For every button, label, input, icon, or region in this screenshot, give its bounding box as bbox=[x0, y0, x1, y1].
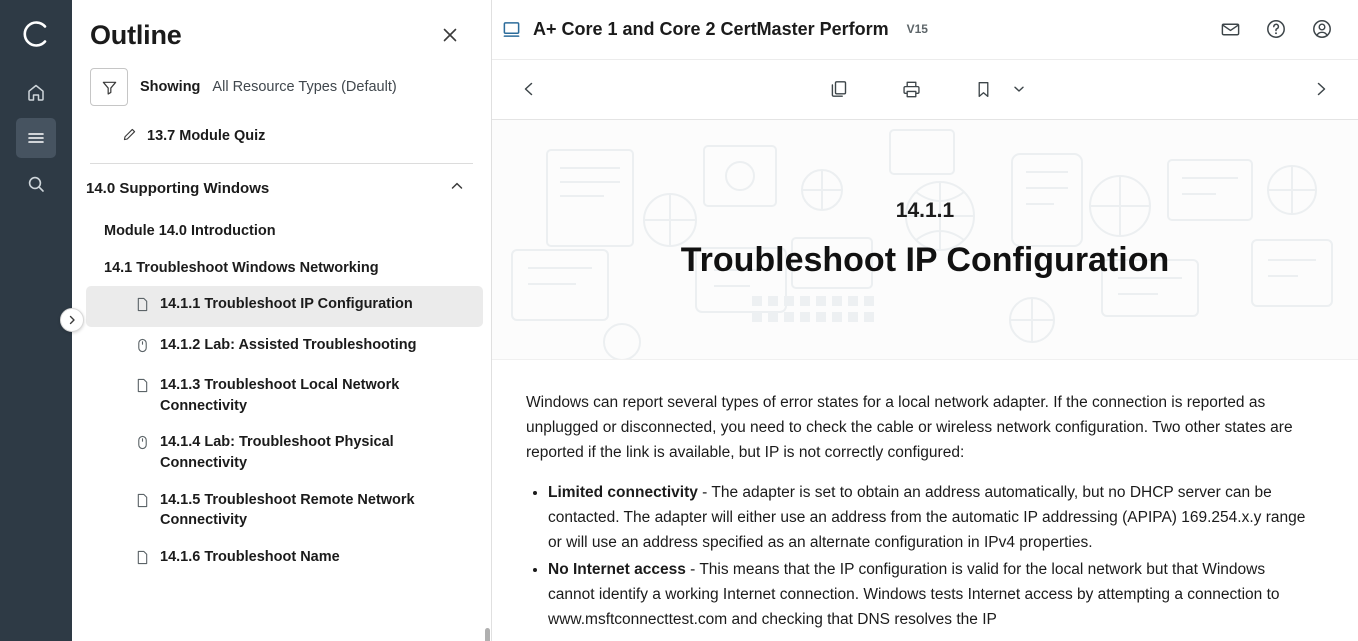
copy-icon[interactable] bbox=[818, 68, 860, 110]
page-title: Outline bbox=[90, 19, 182, 50]
bullet-text: - This means that the IP configuration is valid for the local network but that Windows cannot identify a working Internet connection. Windows tests Internet access by attempting a connection to www.msftconnecttest.com and checking that DNS resolves the IP bbox=[548, 560, 1280, 629]
list-item-label: Module 14.0 Introduction bbox=[104, 223, 276, 239]
list-item bbox=[548, 557, 1312, 632]
page-icon bbox=[136, 297, 150, 319]
list-item[interactable] bbox=[72, 482, 491, 539]
list-item-label: 13.7 Module Quiz bbox=[147, 127, 266, 144]
section-heading: Troubleshoot IP Configuration bbox=[680, 241, 1170, 280]
intro-paragraph: Windows can report several types of error states for a local network adapter. If the connection is reported as unplugged or disconnected, you need to check the cable or wireless network configuration. Two other states are reported if the link is available, but IP is not correctly configured: bbox=[526, 394, 1293, 462]
outline-header bbox=[72, 0, 491, 62]
mouse-icon bbox=[136, 338, 150, 360]
mail-icon[interactable] bbox=[1212, 11, 1248, 47]
bookmark-group bbox=[962, 68, 1032, 110]
list-item-label: 14.1.2 Lab: Assisted Troubleshooting bbox=[160, 336, 417, 353]
account-icon[interactable] bbox=[1304, 11, 1340, 47]
bullet-term: No Internet access bbox=[548, 560, 686, 578]
help-icon[interactable] bbox=[1258, 11, 1294, 47]
outline-scroll-area bbox=[72, 116, 491, 641]
mouse-icon bbox=[136, 435, 150, 457]
pencil-icon bbox=[122, 127, 137, 147]
list-item[interactable] bbox=[72, 327, 491, 368]
bullet-text: - The adapter is set to obtain an address automatically, but no DHCP server can be contacted. The adapter will either use an address from the automatic IP addressing (APIPA) 169.254.x.y range or will use an address specified as an alternate configuration in IPv4 properties. bbox=[548, 483, 1306, 551]
bullet-term: Limited connectivity bbox=[548, 483, 698, 501]
circle-c-logo bbox=[12, 10, 60, 58]
decorative-pattern-icon bbox=[492, 120, 1358, 360]
chevron-down-icon[interactable] bbox=[1006, 68, 1032, 110]
bullet-list bbox=[548, 480, 1312, 633]
list-item[interactable] bbox=[72, 367, 491, 424]
page-icon bbox=[136, 493, 150, 515]
close-icon[interactable] bbox=[433, 18, 467, 52]
module-header[interactable] bbox=[72, 164, 491, 213]
showing-value: All Resource Types (Default) bbox=[212, 79, 397, 95]
scrollbar-thumb[interactable] bbox=[485, 628, 490, 641]
list-item-label: 14.1.6 Troubleshoot Name bbox=[160, 548, 340, 565]
showing-label: Showing bbox=[140, 79, 201, 95]
page-icon bbox=[136, 550, 150, 572]
book-icon bbox=[502, 20, 521, 39]
document-version: V15 bbox=[906, 22, 928, 37]
list-item-module-quiz[interactable] bbox=[72, 116, 491, 157]
section-number: 14.1.1 bbox=[895, 199, 955, 223]
page-hero bbox=[492, 120, 1358, 360]
page-icon bbox=[136, 378, 150, 400]
sidebar-item-outline[interactable] bbox=[16, 118, 56, 158]
list-item bbox=[548, 480, 1312, 555]
filter-row bbox=[72, 62, 491, 116]
document-toolbar bbox=[492, 60, 1358, 121]
next-page-button[interactable] bbox=[1300, 68, 1342, 110]
content-area bbox=[492, 0, 1358, 641]
print-icon[interactable] bbox=[890, 68, 932, 110]
chevron-up-icon[interactable] bbox=[449, 178, 465, 199]
document-page bbox=[492, 120, 1358, 641]
bookmark-icon[interactable] bbox=[962, 68, 1004, 110]
sidebar-item-home[interactable] bbox=[16, 72, 56, 112]
list-item-label: 14.1.1 Troubleshoot IP Configuration bbox=[160, 296, 413, 313]
module-header-label: 14.0 Supporting Windows bbox=[86, 180, 270, 197]
list-item-label: 14.1.4 Lab: Troubleshoot Physical Connectivity bbox=[160, 434, 394, 472]
page-body bbox=[492, 360, 1352, 641]
list-item-label: 14.1.3 Troubleshoot Local Network Connectivity bbox=[160, 377, 400, 414]
chevron-right-icon[interactable] bbox=[60, 308, 84, 332]
list-item[interactable] bbox=[72, 424, 491, 481]
list-item[interactable] bbox=[72, 250, 491, 287]
list-item-selected[interactable] bbox=[86, 286, 483, 327]
document-title: A+ Core 1 and Core 2 CertMaster Perform bbox=[533, 18, 889, 39]
list-item[interactable] bbox=[72, 213, 491, 250]
list-item[interactable] bbox=[72, 539, 491, 580]
prev-page-button[interactable] bbox=[508, 68, 550, 110]
filter-icon[interactable] bbox=[90, 68, 128, 106]
sidebar-item-search[interactable] bbox=[16, 164, 56, 204]
list-item-label: 14.1 Troubleshoot Windows Networking bbox=[104, 259, 379, 276]
outline-panel bbox=[72, 0, 492, 641]
list-item-label: 14.1.5 Troubleshoot Remote Network Connectivity bbox=[160, 491, 415, 529]
content-topbar bbox=[492, 0, 1358, 60]
toolbar-center-group bbox=[550, 68, 1300, 110]
